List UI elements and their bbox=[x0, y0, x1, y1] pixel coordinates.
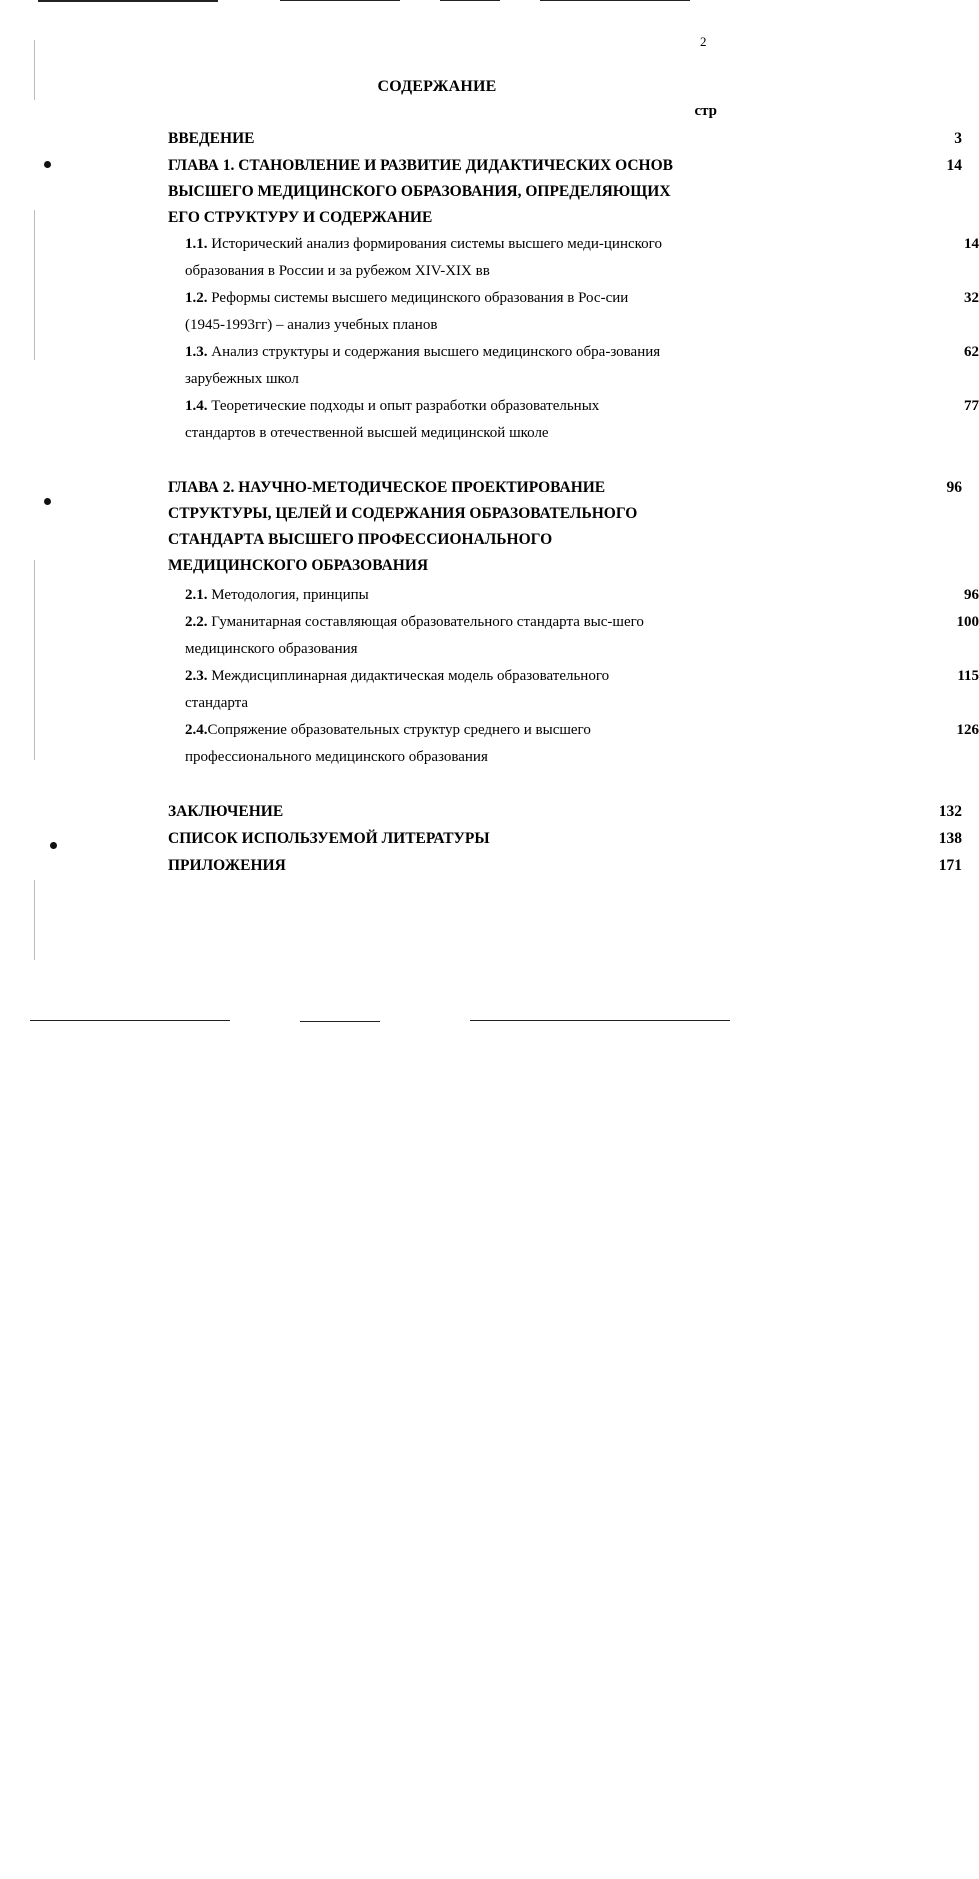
toc-page-number: 32 bbox=[964, 290, 979, 306]
toc-page-number: 132 bbox=[938, 803, 962, 820]
toc-page-number: 3 bbox=[954, 130, 962, 147]
scan-margin-line bbox=[34, 560, 35, 760]
toc-page-number: 62 bbox=[964, 344, 979, 360]
toc-section-2-1[interactable] bbox=[185, 582, 979, 609]
toc-chapter-2-title: ГЛАВА 2. НАУЧНО-МЕТОДИЧЕСКОЕ ПРОЕКТИРОВАНИЕ СТРУКТУРЫ, ЦЕЛЕЙ И СОДЕРЖАНИЯ ОБРАЗОВАТЕЛЬНОГО СТАНДАРТА ВЫСШЕГО ПРОФЕССИОНАЛЬНОГО МЕДИЦИНСКОГО ОБРАЗОВАНИЯ bbox=[168, 479, 638, 574]
page-number: 2 bbox=[700, 34, 707, 49]
toc-section-1-4[interactable] bbox=[185, 393, 979, 447]
toc-chapter-1-title: ГЛАВА 1. СТАНОВЛЕНИЕ И РАЗВИТИЕ ДИДАКТИЧЕСКИХ ОСНОВ ВЫСШЕГО МЕДИЦИНСКОГО ОБРАЗОВАНИЯ, ОПРЕДЕЛЯЮЩИХ ЕГО СТРУКТУРУ И СОДЕРЖАНИЕ bbox=[168, 157, 674, 226]
toc-introduction-label: ВВЕДЕНИЕ bbox=[168, 130, 255, 147]
toc-appendices[interactable] bbox=[168, 853, 962, 879]
toc-section-number: 1.1. bbox=[185, 236, 208, 252]
toc-section-number: 1.4. bbox=[185, 398, 208, 414]
toc-section-number: 1.3. bbox=[185, 344, 208, 360]
toc-references[interactable] bbox=[168, 826, 962, 852]
toc-references-label: СПИСОК ИСПОЛЬЗУЕМОЙ ЛИТЕРАТУРЫ bbox=[168, 830, 490, 847]
toc-section-1-1[interactable] bbox=[185, 231, 979, 285]
toc-section-number: 2.3. bbox=[185, 668, 208, 684]
scan-margin-line bbox=[34, 880, 35, 960]
toc-section-title: Теоретические подходы и опыт разработки образовательных стандартов в отечественной высшей медицинской школе bbox=[185, 398, 600, 441]
toc-page-number: 77 bbox=[964, 398, 979, 414]
toc-introduction[interactable] bbox=[168, 126, 962, 152]
toc-conclusion-label: ЗАКЛЮЧЕНИЕ bbox=[168, 803, 284, 820]
toc-section-title: Исторический анализ формирования системы высшего меди-цинского образования в России и за рубежом XIV-XIX вв bbox=[185, 236, 662, 279]
toc-page-number: 14 bbox=[946, 157, 962, 174]
punch-hole-mark bbox=[44, 161, 51, 168]
toc-page-number: 96 bbox=[946, 479, 962, 496]
toc-section-2-4[interactable] bbox=[185, 717, 979, 771]
toc-conclusion[interactable] bbox=[168, 799, 962, 825]
toc-page-number: 115 bbox=[957, 668, 979, 684]
scan-edge-line bbox=[280, 0, 400, 1]
toc-section-number: 2.2. bbox=[185, 614, 208, 630]
toc-section-title: Сопряжение образовательных структур среднего и высшего профессионального медицинского образования bbox=[185, 722, 591, 765]
toc-page-number: 14 bbox=[964, 236, 979, 252]
toc-section-2-3[interactable] bbox=[185, 663, 979, 717]
toc-chapter-1[interactable] bbox=[168, 153, 962, 231]
scan-margin-line bbox=[34, 210, 35, 360]
toc-chapter-2[interactable] bbox=[168, 475, 962, 579]
toc-section-number: 2.1. bbox=[185, 587, 208, 603]
toc-section-title: Анализ структуры и содержания высшего медицинского обра-зования зарубежных школ bbox=[185, 344, 661, 387]
toc-page-number: 96 bbox=[964, 587, 979, 603]
toc-page-number: 171 bbox=[938, 857, 962, 874]
toc-title: СОДЕРЖАНИЕ bbox=[377, 78, 497, 95]
scan-edge-line bbox=[540, 0, 690, 1]
toc-section-title: Методология, принципы bbox=[211, 587, 369, 603]
toc-section-2-2[interactable] bbox=[185, 609, 979, 663]
toc-page-number: 138 bbox=[938, 830, 962, 847]
toc-page-number: 126 bbox=[956, 722, 979, 738]
toc-section-number: 2.4. bbox=[185, 722, 208, 738]
toc-section-1-2[interactable] bbox=[185, 285, 979, 339]
punch-hole-mark bbox=[44, 498, 51, 505]
toc-section-title: Гуманитарная составляющая образовательного стандарта выс-шего медицинского образования bbox=[185, 614, 644, 657]
toc-section-title: Реформы системы высшего медицинского образования в Рос-сии (1945-1993гг) – анализ учебных планов bbox=[185, 290, 629, 333]
toc-page-number: 100 bbox=[956, 614, 979, 630]
scan-edge-line bbox=[440, 0, 500, 1]
scan-edge-line bbox=[38, 0, 218, 2]
toc-section-1-3[interactable] bbox=[185, 339, 979, 393]
toc-appendices-label: ПРИЛОЖЕНИЯ bbox=[168, 857, 286, 874]
toc-section-number: 1.2. bbox=[185, 290, 208, 306]
toc-section-title: Междисциплинарная дидактическая модель образовательного стандарта bbox=[185, 668, 610, 711]
punch-hole-mark bbox=[50, 842, 57, 849]
page-column-header: стр bbox=[694, 103, 717, 119]
